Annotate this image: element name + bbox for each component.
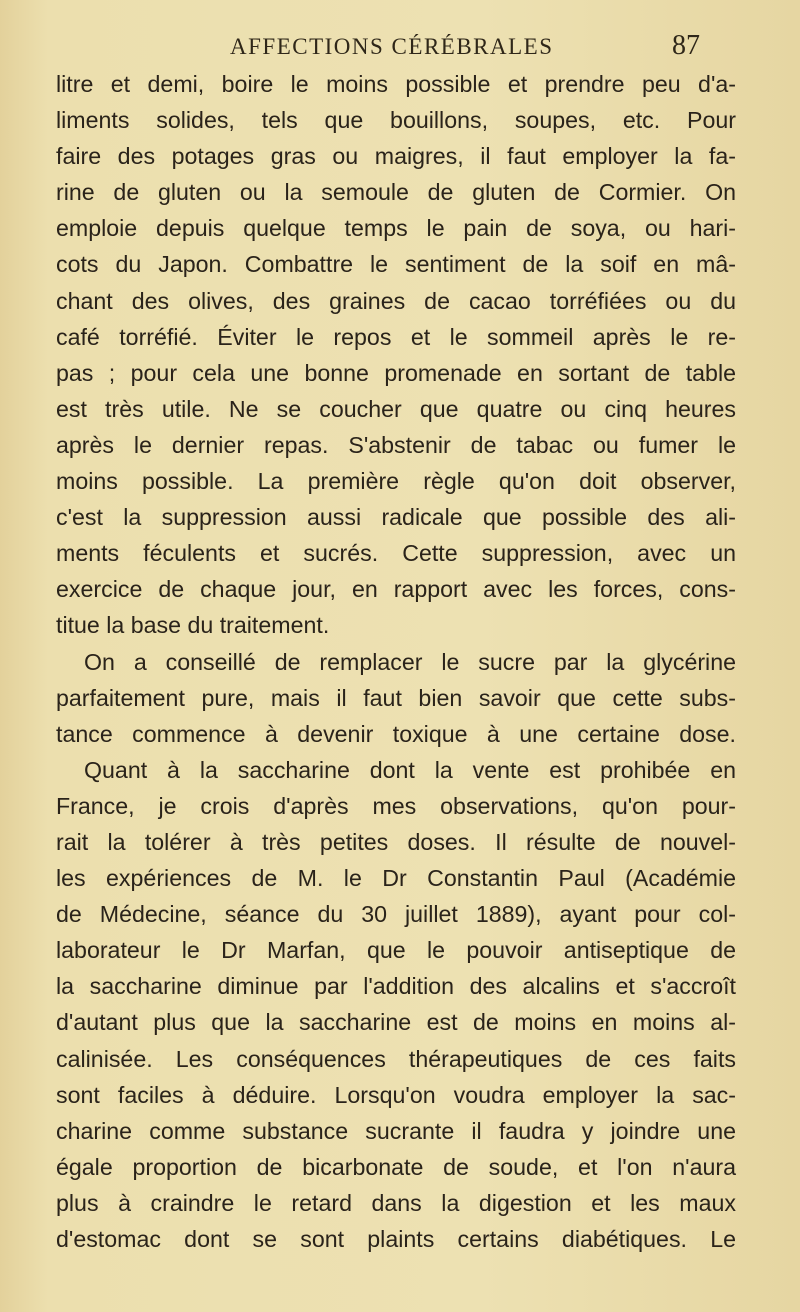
text-line: faire des potages gras ou maigres, il faut employer la fa- xyxy=(56,143,736,170)
page-header xyxy=(0,30,800,64)
text-line: de Médecine, séance du 30 juillet 1889), ayant pour col- xyxy=(56,901,736,928)
text-line: laborateur le Dr Marfan, que le pouvoir antiseptique de xyxy=(56,937,736,964)
text-line: charine comme substance sucrante il faudra y joindre une xyxy=(56,1117,736,1144)
text-line: France, je crois d'après mes observations, qu'on pour- xyxy=(56,792,736,819)
text-line: rine de gluten ou la semoule de gluten de Cormier. On xyxy=(56,179,736,206)
text-line: On a conseillé de remplacer le sucre par la glycérine xyxy=(84,648,736,675)
page-number: 87 xyxy=(672,30,700,61)
text-line: parfaitement pure, mais il faut bien savoir que cette subs- xyxy=(56,684,736,711)
text-line: chant des olives, des graines de cacao torréfiées ou du xyxy=(56,287,736,314)
text-line: ments féculents et sucrés. Cette suppression, avec un xyxy=(56,540,736,567)
text-line: moins possible. La première règle qu'on doit observer, xyxy=(56,468,736,495)
text-line: cots du Japon. Combattre le sentiment de la soif en mâ- xyxy=(56,251,736,278)
text-line: c'est la suppression aussi radicale que possible des ali- xyxy=(56,504,736,531)
text-line: d'estomac dont se sont plaints certains diabétiques. Le xyxy=(56,1226,736,1252)
text-line: sont faciles à déduire. Lorsqu'on voudra employer la sac- xyxy=(56,1081,736,1108)
text-line: calinisée. Les conséquences thérapeutiques de ces faits xyxy=(56,1045,736,1072)
text-line: exercice de chaque jour, en rapport avec les forces, cons- xyxy=(56,576,736,603)
text-line: liments solides, tels que bouillons, soupes, etc. Pour xyxy=(56,107,736,134)
text-line: tance commence à devenir toxique à une certaine dose. xyxy=(56,720,736,747)
text-line: après le dernier repas. S'abstenir de tabac ou fumer le xyxy=(56,431,736,458)
text-line: titue la base du traitement. xyxy=(56,612,330,639)
text-line: emploie depuis quelque temps le pain de soya, ou hari- xyxy=(56,215,736,242)
text-line: la saccharine diminue par l'addition des alcalins et s'accroît xyxy=(56,973,736,1000)
text-line: litre et demi, boire le moins possible et prendre peu d'a- xyxy=(56,71,736,97)
text-line: égale proportion de bicarbonate de soude, et l'on n'aura xyxy=(56,1153,736,1180)
text-line: Quant à la saccharine dont la vente est prohibée en xyxy=(84,756,736,783)
body-text xyxy=(56,66,736,1257)
text-line: plus à craindre le retard dans la digestion et les maux xyxy=(56,1189,736,1216)
text-line: café torréfié. Éviter le repos et le sommeil après le re- xyxy=(56,323,736,350)
running-title: AFFECTIONS CÉRÉBRALES xyxy=(230,34,554,59)
text-line: rait la tolérer à très petites doses. Il résulte de nouvel- xyxy=(56,828,736,855)
text-line: les expériences de M. le Dr Constantin Paul (Académie xyxy=(56,865,736,892)
text-line: est très utile. Ne se coucher que quatre ou cinq heures xyxy=(56,395,736,422)
text-line: pas ; pour cela une bonne promenade en sortant de table xyxy=(56,359,736,386)
text-line: d'autant plus que la saccharine est de moins en moins al- xyxy=(56,1009,736,1036)
